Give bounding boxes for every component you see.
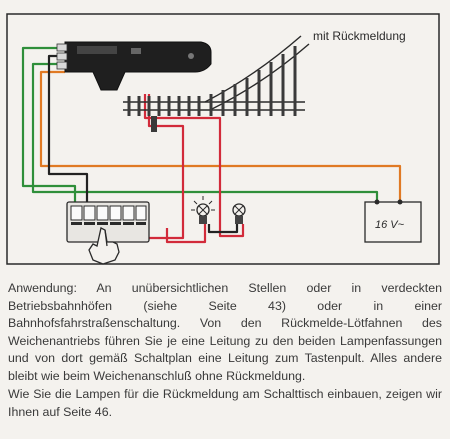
caption-paragraph-2: Wie Sie die Lampen für die Rückmeldung am Schalttisch einbauen, zeigen wir Ihnen auf Seite 46.: [8, 387, 442, 419]
push-button-panel-icon: [67, 202, 149, 242]
transformer-box-icon: [365, 200, 421, 243]
power-supply-label: 16 V~: [375, 219, 405, 231]
diagram-title: mit Rückmeldung: [313, 29, 406, 43]
caption-paragraph-1: Anwendung: An unübersichtlichen Stellen oder in verdeckten Betriebsbahnhöfen (siehe Seite 43) oder in einer Bahnhofsfahrstraßenschaltung. Von den Rückmelde-Lötfahnen des Weichenantriebs führen Sie je eine Leitung zu den beiden Lampenfassungen und von dort gemäß Schaltplan eine Leitung zum Tastenpult. Alles andere bleibt wie beim Weichenanschluß ohne Rückmeldung.: [8, 281, 442, 383]
solder-lugs: [57, 44, 67, 69]
track-mount: [151, 116, 157, 132]
caption: [8, 280, 442, 421]
wiring-diagram: [5, 6, 445, 266]
